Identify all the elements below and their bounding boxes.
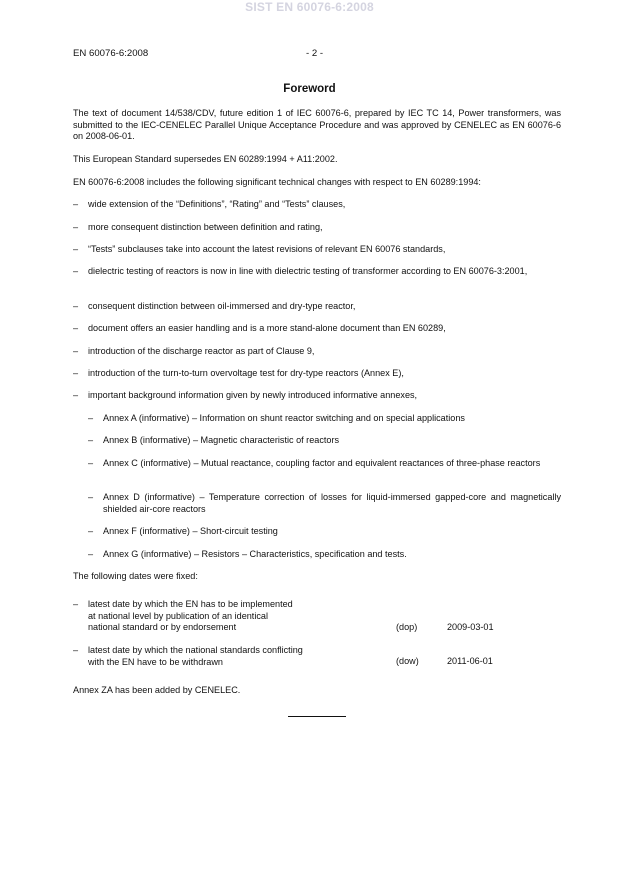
annex-item-text: Annex B (informative) – Magnetic characteristic of reactors (103, 435, 340, 445)
annex-item (88, 549, 561, 561)
header-document-id: EN 60076-6:2008 (73, 48, 149, 59)
date-description (88, 599, 338, 634)
list-item-text: consequent distinction between oil-immersed and dry-type reactor, (88, 301, 356, 311)
dash-bullet: – (73, 222, 79, 232)
paragraph: The text of document 14/538/CDV, future edition 1 of IEC 60076-6, prepared by IEC TC 14, Power transformers, was submitted to the IEC-CENELEC Parallel Unique Acceptance Procedure and was approved by CENELEC as EN 60076-6 on 2008-06-01. (73, 108, 561, 142)
date-description-line: at national level by publication of an identical (88, 610, 268, 621)
dash-bullet: – (88, 413, 94, 423)
closing-note: Annex ZA has been added by CENELEC. (73, 685, 241, 695)
dash-bullet: – (88, 492, 94, 502)
list-item-text: introduction of the discharge reactor as part of Clause 9, (88, 346, 315, 356)
dash-bullet: – (88, 435, 94, 445)
end-rule (288, 716, 346, 717)
date-value: 2011-06-01 (447, 656, 493, 666)
dash-bullet: – (88, 549, 94, 559)
list-item (73, 390, 561, 402)
annex-item (88, 458, 561, 470)
list-item (73, 199, 561, 211)
dash-bullet: – (88, 458, 94, 468)
annex-item (88, 526, 561, 538)
date-description-line: with the EN have to be withdrawn (88, 656, 223, 667)
dash-bullet: – (73, 244, 79, 254)
date-description (88, 645, 338, 668)
list-item-text: wide extension of the “Definitions”, “Rating” and “Tests” clauses, (88, 199, 346, 209)
date-value: 2009-03-01 (447, 622, 494, 632)
list-item-text: “Tests” subclauses take into account the latest revisions of relevant EN 60076 standards, (88, 244, 446, 254)
list-item (73, 368, 561, 380)
page-title: Foreword (283, 83, 336, 95)
list-item-text: document offers an easier handling and is a more stand-alone document than EN 60289, (88, 323, 446, 333)
paragraph: This European Standard supersedes EN 60289:1994 + A11:2002. (73, 154, 338, 164)
annex-item-text: Annex G (informative) – Resistors – Characteristics, specification and tests. (103, 549, 407, 559)
annex-item (88, 413, 561, 425)
dash-bullet: – (88, 526, 94, 536)
date-description-line: national standard or by endorsement (88, 622, 237, 633)
dash-bullet: – (73, 645, 79, 655)
list-item (73, 244, 561, 256)
annex-item-text: Annex F (informative) – Short-circuit testing (103, 526, 278, 536)
list-item (73, 346, 561, 358)
date-description-line: latest date by which the EN has to be implemented (88, 599, 293, 609)
dash-bullet: – (73, 323, 79, 333)
dash-bullet: – (73, 301, 79, 311)
list-item-text: more consequent distinction between definition and rating, (88, 222, 323, 232)
annex-item-text: Annex C (informative) – Mutual reactance, coupling factor and equivalent reactances of three-phase reactors (103, 458, 541, 468)
date-code: (dop) (396, 622, 418, 632)
dash-bullet: – (73, 266, 79, 276)
annex-item-text: Annex A (informative) – Information on shunt reactor switching and on special applications (103, 413, 465, 423)
list-item-text: introduction of the turn-to-turn overvoltage test for dry-type reactors (Annex E), (88, 368, 404, 378)
annex-item (88, 492, 561, 515)
list-item (73, 301, 561, 313)
dash-bullet: – (73, 599, 79, 609)
dash-bullet: – (73, 199, 79, 209)
list-item (73, 266, 561, 278)
list-item (73, 222, 561, 234)
dates-intro: The following dates were fixed: (73, 571, 198, 581)
list-item-text: important background information given by newly introduced informative annexes, (88, 390, 418, 400)
list-item (73, 323, 561, 335)
date-description-line: latest date by which the national standards conflicting (88, 645, 303, 655)
watermark: SIST EN 60076-6:2008 (245, 0, 374, 14)
header-page-number: - 2 - (306, 48, 324, 59)
list-item-text: dielectric testing of reactors is now in line with dielectric testing of transformer according to EN 60076-3:2001, (88, 266, 528, 276)
dash-bullet: – (73, 368, 79, 378)
dash-bullet: – (73, 390, 79, 400)
annex-item (88, 435, 561, 447)
dash-bullet: – (73, 346, 79, 356)
annex-item-text: Annex D (informative) – Temperature correction of losses for liquid-immersed gapped-core and magnetically shielded air-core reactors (103, 492, 561, 514)
paragraph: EN 60076-6:2008 includes the following significant technical changes with respect to EN 60289:1994: (73, 177, 481, 187)
date-code: (dow) (396, 656, 419, 666)
